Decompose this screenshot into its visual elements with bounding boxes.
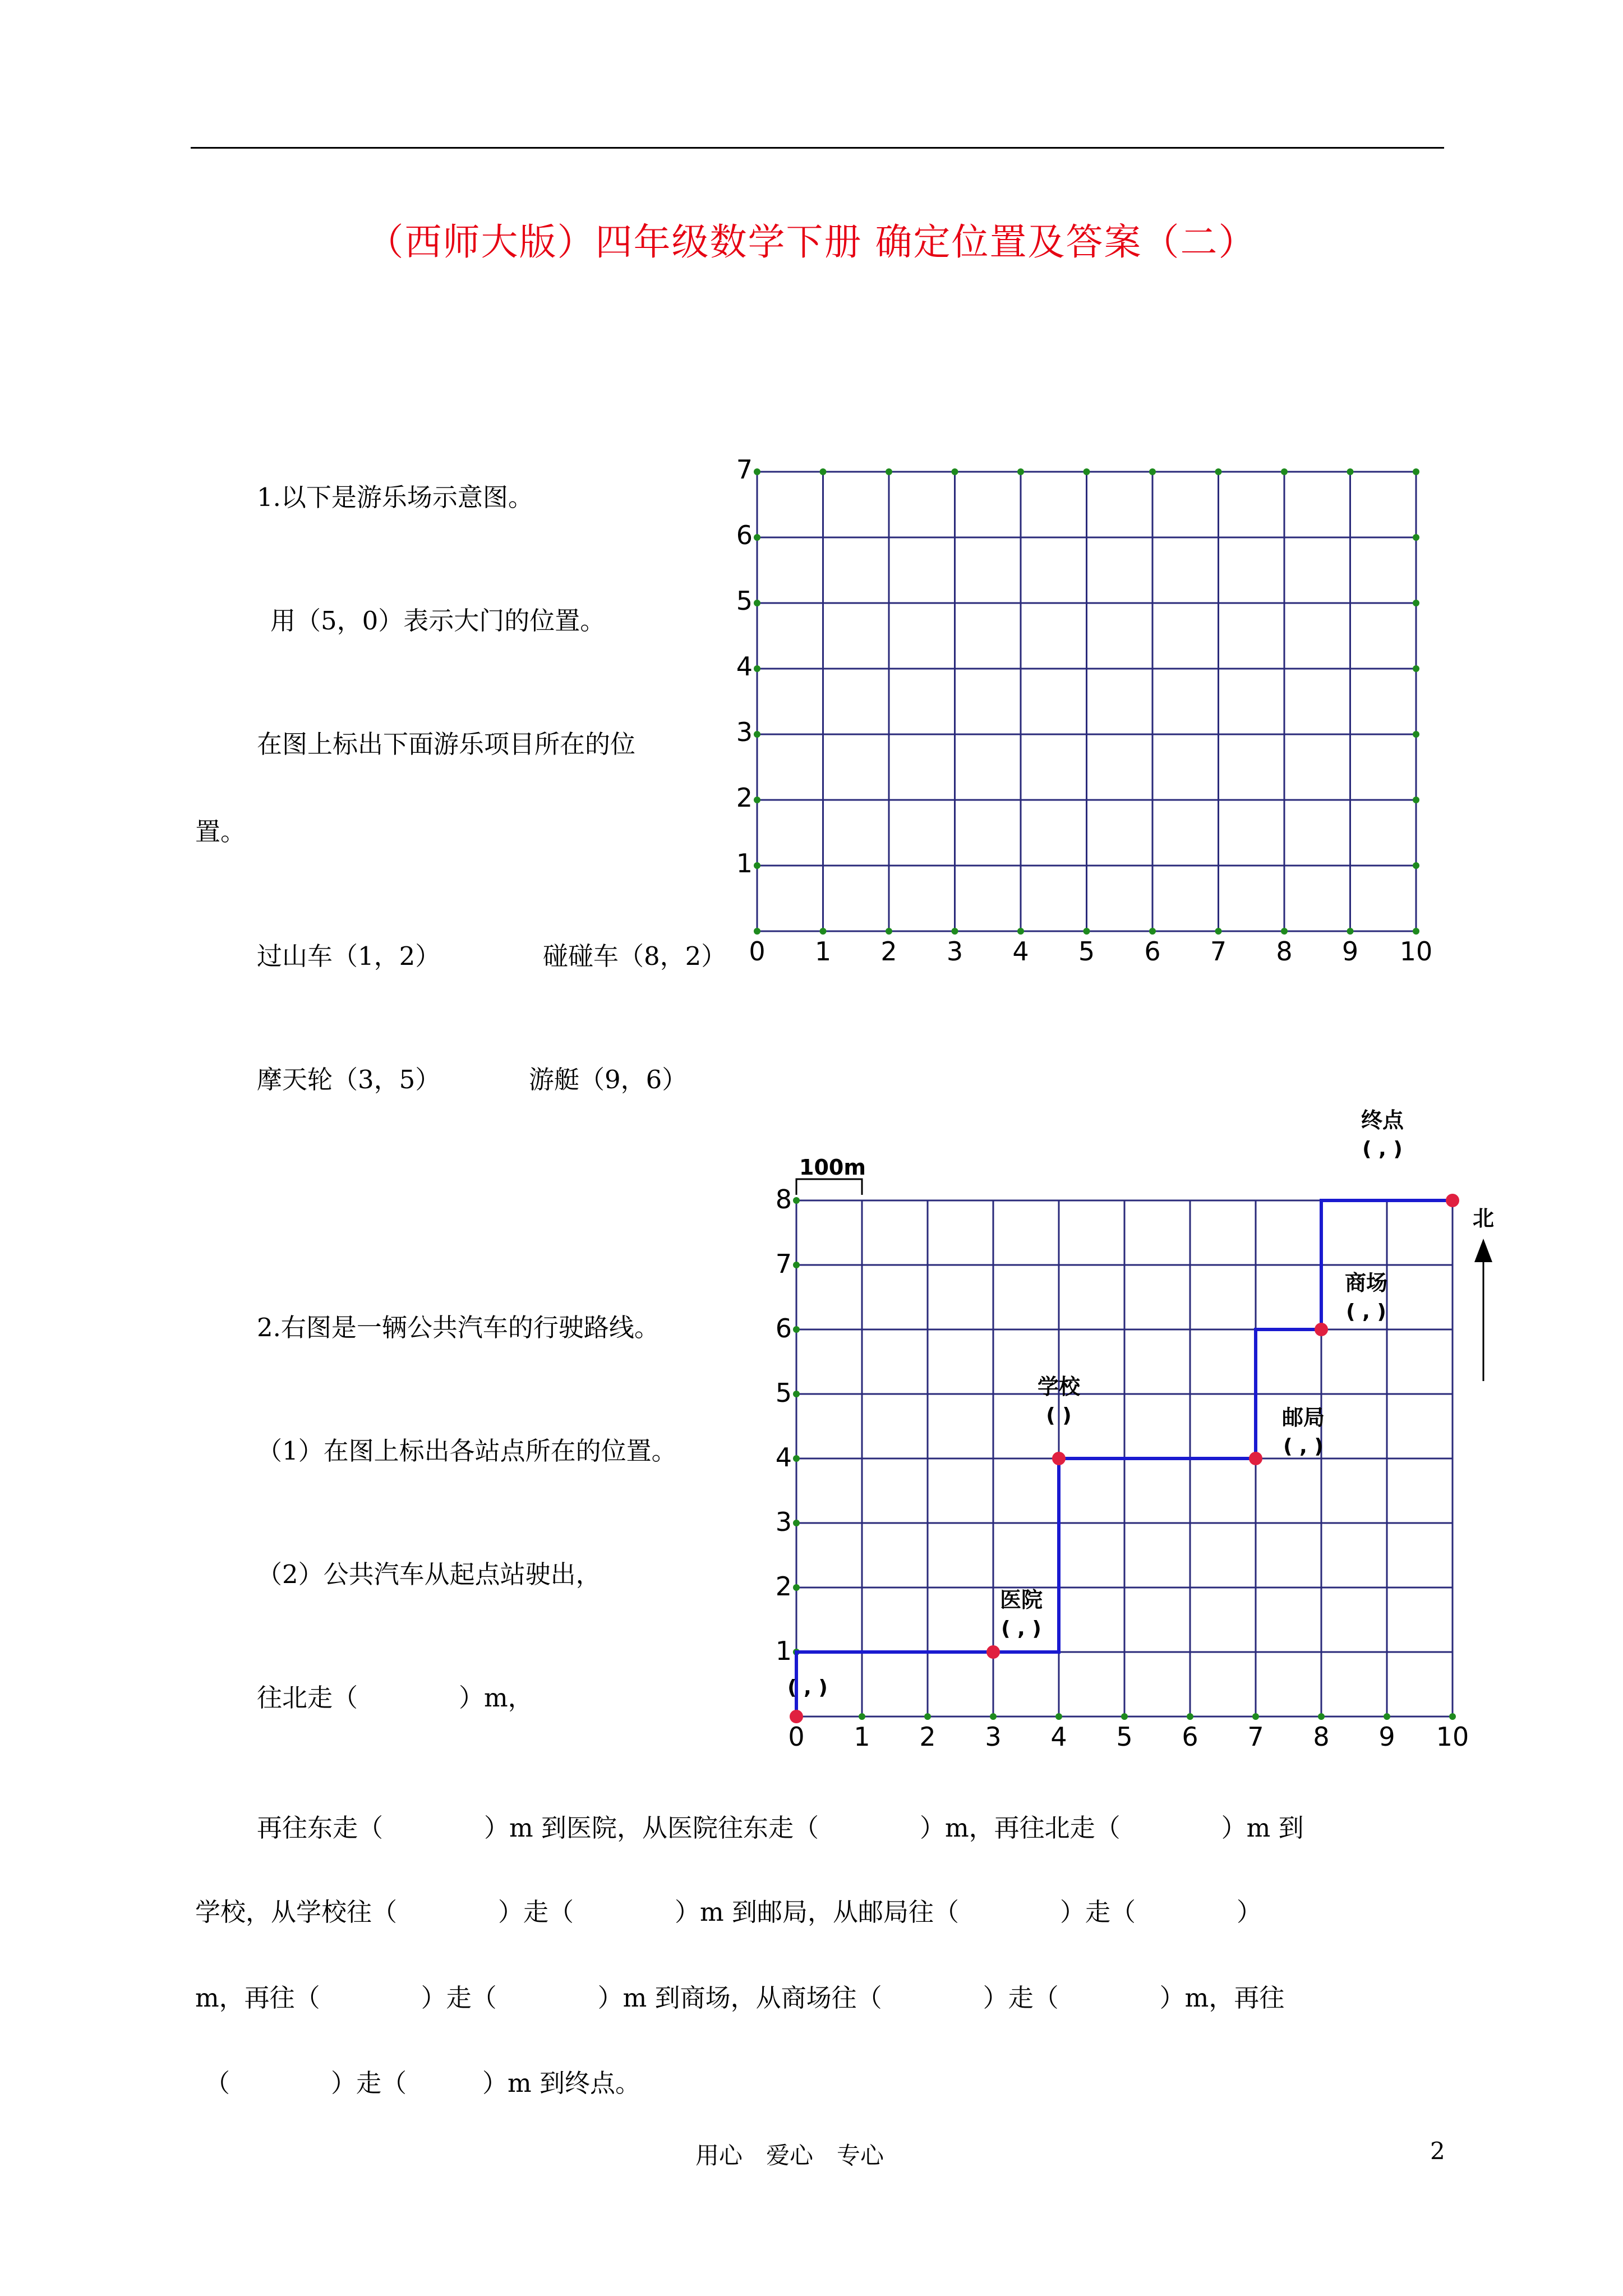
grid-point <box>1347 928 1354 935</box>
q2-blank-line-3: m，再往（ ）走（ ）m 到商场，从商场往（ ）走（ ）m，再往 <box>195 1983 1285 2013</box>
y-tick-label: 3 <box>736 717 753 747</box>
q1-item-boat: 游艇（9，6） <box>529 1065 688 1094</box>
bus-stop-coordinate-slot: ( ) <box>1046 1404 1072 1427</box>
bus-stop-name: 商场 <box>1344 1271 1388 1295</box>
q2-blank-north: 往北走（ ）m， <box>257 1683 533 1713</box>
map-y-tick-label: 1 <box>775 1636 792 1666</box>
grid-point <box>1413 468 1419 475</box>
q1-intro: 1.以下是游乐场示意图。 <box>257 482 533 512</box>
grid-point <box>1017 928 1024 935</box>
grid-point <box>1215 928 1222 935</box>
grid-point <box>1083 468 1090 475</box>
grid-point <box>1347 468 1354 475</box>
bus-stop-coordinate-slot: ( , ) <box>787 1676 828 1699</box>
bus-stop-name: 医院 <box>999 1588 1043 1612</box>
grid-point <box>1149 928 1156 935</box>
map-grid-point <box>1318 1713 1325 1720</box>
y-tick-label: 6 <box>736 520 753 550</box>
map-grid-point <box>793 1391 800 1397</box>
map-y-tick-label: 7 <box>775 1249 792 1279</box>
grid-point <box>1281 468 1288 475</box>
grid-point <box>1413 534 1419 541</box>
header-rule <box>191 147 1444 149</box>
map-grid-point <box>793 1455 800 1462</box>
grid-point <box>820 928 827 935</box>
grid-point <box>1083 928 1090 935</box>
q2-blank-line-1: 再往东走（ ）m 到医院，从医院往东走（ ）m，再往北走（ ）m 到 <box>257 1813 1304 1843</box>
grid-point <box>952 928 958 935</box>
q2-part1: （1）在图上标出各站点所在的位置。 <box>257 1436 677 1466</box>
map-grid-point <box>1187 1713 1193 1720</box>
map-grid-point <box>793 1326 800 1333</box>
grid-point <box>754 534 760 541</box>
map-grid-point <box>1252 1713 1259 1720</box>
map-x-tick-label: 9 <box>1378 1722 1395 1752</box>
grid-point <box>754 600 760 606</box>
x-tick-label: 6 <box>1144 936 1161 967</box>
map-x-tick-label: 2 <box>919 1722 936 1752</box>
grid-point <box>1413 797 1419 803</box>
map-x-tick-label: 3 <box>985 1722 1002 1752</box>
map-grid-point <box>1384 1713 1390 1720</box>
x-tick-label: 9 <box>1341 936 1359 967</box>
q2-part2: （2）公共汽车从起点站驶出， <box>257 1559 601 1589</box>
bus-stop-marker <box>1249 1452 1262 1465</box>
grid-point <box>1413 600 1419 606</box>
y-tick-label: 2 <box>736 783 753 813</box>
bus-stop-coordinate-slot: ( , ) <box>1283 1435 1324 1458</box>
map-x-tick-label: 6 <box>1182 1722 1198 1752</box>
map-y-tick-label: 8 <box>775 1184 792 1214</box>
footer-motto: 用心 爱心 专心 <box>695 2142 884 2169</box>
grid-point <box>820 468 827 475</box>
map-y-tick-label: 4 <box>775 1442 792 1473</box>
map-grid-point <box>924 1713 931 1720</box>
y-tick-label: 5 <box>736 586 753 616</box>
x-tick-label: 5 <box>1078 936 1095 967</box>
q2-blank-line-2: 学校，从学校往（ ）走（ ）m 到邮局，从邮局往（ ）走（ ） <box>195 1897 1262 1927</box>
grid-point <box>754 731 760 738</box>
x-tick-label: 4 <box>1012 936 1029 967</box>
map-y-tick-label: 5 <box>775 1378 792 1408</box>
map-grid-point <box>859 1713 865 1720</box>
x-tick-label: 10 <box>1399 936 1433 967</box>
bus-stop-coordinate-slot: ( , ) <box>1001 1617 1041 1640</box>
q1-item-ferris-wheel: 摩天轮（3，5） <box>257 1065 441 1094</box>
map-x-tick-label: 4 <box>1050 1722 1067 1752</box>
map-y-tick-label: 3 <box>775 1507 792 1537</box>
bus-stop-marker <box>986 1645 1000 1659</box>
q1-item-roller-coaster: 过山车（1，2） <box>257 941 441 971</box>
grid-point <box>754 928 760 935</box>
grid-point <box>754 797 760 803</box>
map-x-tick-label: 7 <box>1247 1722 1264 1752</box>
page-title: （西师大版）四年级数学下册 确定位置及答案（二） <box>366 220 1257 264</box>
grid-point <box>1413 928 1419 935</box>
x-tick-label: 2 <box>880 936 897 967</box>
bus-stop-name: 邮局 <box>1281 1405 1325 1430</box>
grid-point <box>1215 468 1222 475</box>
map-grid-point <box>793 1520 800 1526</box>
bus-stop-coordinate-slot: ( , ) <box>1346 1300 1386 1323</box>
grid-point <box>754 862 760 869</box>
map-x-tick-label: 0 <box>788 1722 805 1752</box>
page-number: 2 <box>1430 2137 1445 2165</box>
bus-stop-marker <box>1052 1452 1066 1465</box>
x-tick-label: 1 <box>814 936 832 967</box>
map-x-tick-label: 10 <box>1436 1722 1469 1752</box>
grid-point <box>886 928 892 935</box>
map-grid-point <box>1055 1713 1062 1720</box>
north-label: 北 <box>1472 1206 1495 1231</box>
map-y-tick-label: 6 <box>775 1313 792 1343</box>
q2-intro: 2.右图是一辆公共汽车的行驶路线。 <box>257 1313 660 1342</box>
scale-label: 100m <box>799 1155 866 1180</box>
bus-stop-marker <box>1446 1194 1459 1207</box>
grid-point <box>1413 731 1419 738</box>
q1-instruction: 在图上标出下面游乐项目所在的位 <box>257 729 636 759</box>
x-tick-label: 3 <box>946 936 963 967</box>
x-tick-label: 7 <box>1210 936 1227 967</box>
bus-route-map <box>774 1108 1559 1767</box>
map-x-tick-label: 5 <box>1116 1722 1133 1752</box>
x-tick-label: 8 <box>1276 936 1293 967</box>
map-x-tick-label: 1 <box>854 1722 870 1752</box>
grid-point <box>754 468 760 475</box>
q1-instruction-cont: 置。 <box>195 817 246 846</box>
grid-point <box>886 468 892 475</box>
grid-point <box>1281 928 1288 935</box>
grid-point <box>952 468 958 475</box>
grid-point <box>754 665 760 672</box>
y-tick-label: 1 <box>736 848 753 878</box>
q2-blank-line-4: （ ）走（ ）m 到终点。 <box>205 2068 640 2098</box>
map-grid-point <box>793 1584 800 1591</box>
map-y-tick-label: 2 <box>775 1571 792 1602</box>
map-x-tick-label: 8 <box>1313 1722 1330 1752</box>
bus-stop-marker <box>1315 1323 1328 1336</box>
map-grid-point <box>1121 1713 1128 1720</box>
bus-stop-coordinate-slot: ( , ) <box>1362 1138 1403 1161</box>
map-grid-point <box>1449 1713 1456 1720</box>
x-tick-label: 0 <box>749 936 766 967</box>
bus-stop-name: 学校 <box>1037 1374 1081 1399</box>
q1-gate: 用（5，0）表示大门的位置。 <box>270 606 606 636</box>
bus-stop-name: 终点 <box>1361 1108 1404 1133</box>
q1-item-bumper-cars: 碰碰车（8，2） <box>543 941 727 971</box>
grid-point <box>1413 665 1419 672</box>
grid-point <box>1413 862 1419 869</box>
map-grid-point <box>793 1197 800 1204</box>
grid-point <box>1149 468 1156 475</box>
grid-point <box>1017 468 1024 475</box>
y-tick-label: 4 <box>736 651 753 682</box>
map-grid-point <box>990 1713 997 1720</box>
north-arrow-head <box>1474 1239 1492 1262</box>
y-tick-label: 7 <box>736 454 753 485</box>
amusement-park-grid <box>729 449 1458 965</box>
map-grid-point <box>793 1262 800 1268</box>
scale-bar <box>796 1179 862 1195</box>
